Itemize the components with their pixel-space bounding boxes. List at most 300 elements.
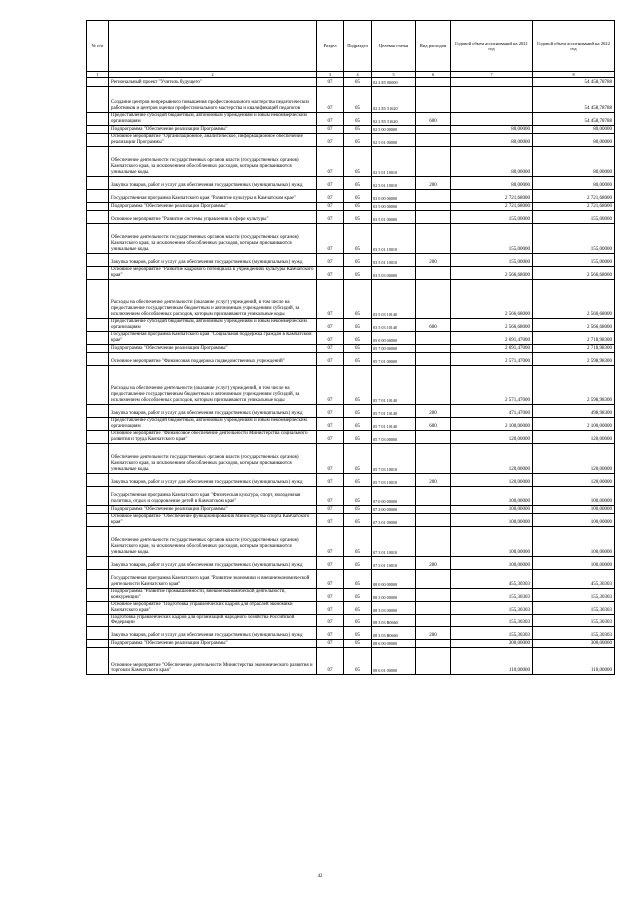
row-podrazdel: 05 bbox=[344, 627, 372, 640]
row-amount-2022: 2 718,98300 bbox=[533, 344, 615, 352]
row-name: Подпрограмма "Развитие промышленности, внешнеэкономической деятельности, конкуренции" bbox=[109, 588, 317, 601]
table-row bbox=[87, 266, 615, 279]
row-podrazdel: 05 bbox=[344, 279, 372, 318]
table-row bbox=[87, 253, 615, 266]
row-amount-2021: 2 721,68000 bbox=[451, 202, 533, 210]
row-target-code: 07 3 01 10010 bbox=[372, 526, 416, 556]
row-target-code: 02 5 01 10010 bbox=[372, 176, 416, 189]
row-podrazdel: 05 bbox=[344, 404, 372, 417]
row-podrazdel: 05 bbox=[344, 318, 372, 331]
row-vid bbox=[416, 223, 451, 253]
row-name: Обеспечение деятельности государственных органов власти (государственных органов) Камчатского края, за исключением обособленных расходов, которым присваиваются уникальные коды. bbox=[109, 223, 317, 253]
table-row bbox=[87, 318, 615, 331]
row-vid bbox=[416, 125, 451, 133]
row-target-code: 05 0 00 00000 bbox=[372, 331, 416, 344]
row-target-code: 03 0 00 00000 bbox=[372, 189, 416, 202]
table-body bbox=[87, 78, 615, 675]
table-row bbox=[87, 526, 615, 556]
row-razdel: 07 bbox=[317, 352, 344, 365]
row-amount-2021: 80,00000 bbox=[451, 125, 533, 133]
row-amount-2022: 120,00000 bbox=[533, 473, 615, 486]
row-vid bbox=[416, 640, 451, 648]
row-amount-2022: 155,30303 bbox=[533, 601, 615, 614]
table-row bbox=[87, 352, 615, 365]
row-target-code: 07 3 01 10010 bbox=[372, 556, 416, 569]
row-num bbox=[87, 486, 109, 505]
row-amount-2022: 80,00000 bbox=[533, 133, 615, 146]
row-amount-2021: 471,47000 bbox=[451, 404, 533, 417]
row-amount-2022: 300,00000 bbox=[533, 640, 615, 648]
row-podrazdel: 05 bbox=[344, 588, 372, 601]
colnum: 1 bbox=[87, 72, 109, 78]
row-podrazdel: 05 bbox=[344, 556, 372, 569]
colnum: 5 bbox=[372, 72, 416, 78]
row-num bbox=[87, 133, 109, 146]
row-target-code: 02 2 E5 51620 bbox=[372, 87, 416, 113]
row-vid bbox=[416, 189, 451, 202]
row-amount-2021: 80,00000 bbox=[451, 176, 533, 189]
row-podrazdel: 05 bbox=[344, 513, 372, 526]
row-razdel: 07 bbox=[317, 176, 344, 189]
colnum: 6 bbox=[416, 72, 451, 78]
row-podrazdel: 05 bbox=[344, 526, 372, 556]
row-vid bbox=[416, 513, 451, 526]
header-vid: Вид расходов bbox=[416, 21, 451, 72]
row-name: Предоставление субсидий бюджетным, автономным учреждениям и иным некоммерческим организациям bbox=[109, 113, 317, 126]
row-razdel: 07 bbox=[317, 601, 344, 614]
row-amount-2021: 155,30303 bbox=[451, 601, 533, 614]
row-target-code: 05 7 03 10010 bbox=[372, 473, 416, 486]
row-name: Закупка товаров, работ и услуг для обеспечения государственных (муниципальных) нужд bbox=[109, 176, 317, 189]
row-name: Расходы на обеспечение деятельности (оказание услуг) учреждений, в том числе на предоставление государственным бюджетным и автономным учреждениям субсидий, за исключением обособленных расходов, которым присваиваются уникальные коды bbox=[109, 365, 317, 404]
row-amount-2022: 2 566,68000 bbox=[533, 266, 615, 279]
colnum: 7 bbox=[451, 72, 533, 78]
row-num bbox=[87, 526, 109, 556]
row-amount-2022: 100,00000 bbox=[533, 486, 615, 505]
row-podrazdel: 05 bbox=[344, 352, 372, 365]
row-amount-2022: 2 721,68000 bbox=[533, 189, 615, 202]
row-amount-2021: 2 571,47000 bbox=[451, 352, 533, 365]
row-target-code: 08 0 00 00000 bbox=[372, 569, 416, 588]
row-vid bbox=[416, 365, 451, 404]
row-amount-2021: 2 571,47000 bbox=[451, 365, 533, 404]
row-podrazdel: 05 bbox=[344, 133, 372, 146]
row-target-code: 02 2 E5 51620 bbox=[372, 113, 416, 126]
table-row bbox=[87, 78, 615, 87]
row-num bbox=[87, 210, 109, 223]
row-razdel: 07 bbox=[317, 569, 344, 588]
row-vid bbox=[416, 526, 451, 556]
row-razdel: 07 bbox=[317, 588, 344, 601]
row-num bbox=[87, 318, 109, 331]
header-num: № п/п bbox=[87, 21, 109, 72]
row-vid bbox=[416, 569, 451, 588]
row-podrazdel: 05 bbox=[344, 344, 372, 352]
table-row bbox=[87, 601, 615, 614]
row-num bbox=[87, 588, 109, 601]
row-num bbox=[87, 344, 109, 352]
row-podrazdel: 05 bbox=[344, 176, 372, 189]
row-name: Обеспечение деятельности государственных органов власти (государственных органов) Камчатского края, за исключением обособленных расходов, которым присваиваются уникальные коды. bbox=[109, 443, 317, 473]
row-vid bbox=[416, 146, 451, 176]
row-name: Подпрограмма "Обеспечение реализации Программы" bbox=[109, 505, 317, 513]
row-name: Основное мероприятие "Финансовое обеспечение деятельности Министерства социального развития и труда Камчатского края" bbox=[109, 430, 317, 443]
row-vid bbox=[416, 352, 451, 365]
row-amount-2022: 2 566,68000 bbox=[533, 318, 615, 331]
row-amount-2021: 155,30303 bbox=[451, 627, 533, 640]
row-razdel: 07 bbox=[317, 266, 344, 279]
row-amount-2021: 100,00000 bbox=[451, 486, 533, 505]
row-amount-2022: 80,00000 bbox=[533, 146, 615, 176]
row-vid: 200 bbox=[416, 556, 451, 569]
page-number: 42 bbox=[317, 874, 323, 879]
row-amount-2022: 155,30303 bbox=[533, 588, 615, 601]
row-num bbox=[87, 202, 109, 210]
row-name: Государственная программа Камчатского края "Развитие экономики и внешнеэкономической деятельности Камчатского края" bbox=[109, 569, 317, 588]
header-name bbox=[109, 21, 317, 72]
row-target-code: 08 3 03 R0660 bbox=[372, 614, 416, 627]
row-num bbox=[87, 331, 109, 344]
row-amount-2021 bbox=[451, 113, 533, 126]
row-podrazdel: 05 bbox=[344, 473, 372, 486]
row-vid bbox=[416, 430, 451, 443]
row-razdel: 07 bbox=[317, 417, 344, 430]
table-row bbox=[87, 443, 615, 473]
row-amount-2021: 100,00000 bbox=[451, 513, 533, 526]
row-name: Подпрограмма "Обеспечение реализации Программы" bbox=[109, 202, 317, 210]
table-row bbox=[87, 404, 615, 417]
row-amount-2022: 155,30303 bbox=[533, 627, 615, 640]
table-row bbox=[87, 279, 615, 318]
row-amount-2022: 54 458,78788 bbox=[533, 113, 615, 126]
table-row bbox=[87, 87, 615, 113]
row-num bbox=[87, 569, 109, 588]
row-podrazdel: 05 bbox=[344, 614, 372, 627]
row-num bbox=[87, 556, 109, 569]
row-amount-2021: 100,00000 bbox=[451, 505, 533, 513]
row-amount-2021: 155,30303 bbox=[451, 588, 533, 601]
row-target-code: 05 7 00 00000 bbox=[372, 344, 416, 352]
row-amount-2022: 80,00000 bbox=[533, 176, 615, 189]
row-vid bbox=[416, 486, 451, 505]
table-row bbox=[87, 588, 615, 601]
row-vid bbox=[416, 648, 451, 675]
row-podrazdel: 05 bbox=[344, 78, 372, 87]
row-num bbox=[87, 352, 109, 365]
row-num bbox=[87, 473, 109, 486]
row-razdel: 07 bbox=[317, 113, 344, 126]
row-target-code: 03 5 01 10010 bbox=[372, 253, 416, 266]
row-name: Основное мероприятие "Развитие кадрового потенциала в учреждениях культуры Камчатского края" bbox=[109, 266, 317, 279]
row-num bbox=[87, 223, 109, 253]
row-amount-2021 bbox=[451, 87, 533, 113]
row-podrazdel: 05 bbox=[344, 365, 372, 404]
row-amount-2021: 2 691,47000 bbox=[451, 331, 533, 344]
row-num bbox=[87, 113, 109, 126]
row-podrazdel: 05 bbox=[344, 253, 372, 266]
colnum: 8 bbox=[533, 72, 615, 78]
budget-table-sheet bbox=[86, 20, 614, 675]
row-target-code: 07 3 01 00000 bbox=[372, 513, 416, 526]
row-amount-2021: 2 100,00000 bbox=[451, 417, 533, 430]
row-target-code: 03 5 00 00000 bbox=[372, 202, 416, 210]
row-target-code: 08 3 00 00000 bbox=[372, 588, 416, 601]
row-podrazdel: 05 bbox=[344, 640, 372, 648]
row-num bbox=[87, 87, 109, 113]
row-razdel: 07 bbox=[317, 279, 344, 318]
row-num bbox=[87, 253, 109, 266]
row-podrazdel: 05 bbox=[344, 223, 372, 253]
row-amount-2022: 2 100,00000 bbox=[533, 417, 615, 430]
row-name: Основное мероприятие "Подготовка управленческих кадров для отраслей экономики Камчатского края" bbox=[109, 601, 317, 614]
table-row bbox=[87, 640, 615, 648]
row-num bbox=[87, 627, 109, 640]
row-name: Основное мероприятие "Финансовая поддержка подведомственных учреждений" bbox=[109, 352, 317, 365]
row-razdel: 07 bbox=[317, 513, 344, 526]
row-target-code: 03 5 03 10140 bbox=[372, 279, 416, 318]
row-name: Основное мероприятие "Обеспечение функционирования Министерства спорта Камчатского края" bbox=[109, 513, 317, 526]
row-podrazdel: 05 bbox=[344, 486, 372, 505]
row-num bbox=[87, 279, 109, 318]
row-num bbox=[87, 189, 109, 202]
row-razdel: 07 bbox=[317, 210, 344, 223]
row-amount-2022: 54 458,78788 bbox=[533, 87, 615, 113]
row-amount-2021: 2 691,47000 bbox=[451, 344, 533, 352]
row-name: Государственная программа Камчатского края "Социальная поддержка граждан в Камчатском крае" bbox=[109, 331, 317, 344]
row-num bbox=[87, 365, 109, 404]
table-row bbox=[87, 569, 615, 588]
table-row bbox=[87, 210, 615, 223]
table-row bbox=[87, 614, 615, 627]
row-num bbox=[87, 78, 109, 87]
row-amount-2021: 2 566,68000 bbox=[451, 266, 533, 279]
row-target-code: 07 0 00 00000 bbox=[372, 486, 416, 505]
row-amount-2021: 80,00000 bbox=[451, 133, 533, 146]
row-num bbox=[87, 404, 109, 417]
row-target-code: 03 5 03 00000 bbox=[372, 266, 416, 279]
row-amount-2021 bbox=[451, 78, 533, 87]
row-vid bbox=[416, 210, 451, 223]
header-2022: Годовой объем ассигнований на 2022 год bbox=[533, 21, 615, 72]
row-target-code: 05 7 03 00000 bbox=[372, 430, 416, 443]
row-amount-2021: 155,00000 bbox=[451, 223, 533, 253]
row-vid bbox=[416, 601, 451, 614]
row-amount-2021: 455,30303 bbox=[451, 569, 533, 588]
row-target-code: 08 6 01 00000 bbox=[372, 648, 416, 675]
row-razdel: 07 bbox=[317, 125, 344, 133]
row-target-code: 05 7 01 00000 bbox=[372, 352, 416, 365]
row-name: Обеспечение деятельности государственных органов власти (государственных органов) Камчатского края, за исключением обособленных расходов, которым присваиваются уникальные коды. bbox=[109, 526, 317, 556]
header-target: Целевая статья bbox=[372, 21, 416, 72]
row-razdel: 07 bbox=[317, 640, 344, 648]
row-vid: 200 bbox=[416, 176, 451, 189]
row-razdel: 07 bbox=[317, 430, 344, 443]
row-vid: 600 bbox=[416, 113, 451, 126]
row-podrazdel: 05 bbox=[344, 505, 372, 513]
row-amount-2022: 155,00000 bbox=[533, 210, 615, 223]
row-name: Расходы на обеспечение деятельности (оказание услуг) учреждений, в том числе на предоставление государственным бюджетным и автономным учреждениям субсидий, за исключением обособленных расходов, которым присваиваются уникальные коды bbox=[109, 279, 317, 318]
row-vid: 600 bbox=[416, 417, 451, 430]
row-name: Подпрограмма "Обеспечение реализации Программы" bbox=[109, 344, 317, 352]
row-razdel: 07 bbox=[317, 365, 344, 404]
row-razdel: 07 bbox=[317, 78, 344, 87]
row-vid: 200 bbox=[416, 404, 451, 417]
row-amount-2021: 120,00000 bbox=[451, 473, 533, 486]
row-vid bbox=[416, 344, 451, 352]
row-podrazdel: 05 bbox=[344, 189, 372, 202]
row-amount-2022: 2 598,98300 bbox=[533, 365, 615, 404]
colnum: 3 bbox=[317, 72, 344, 78]
row-vid bbox=[416, 87, 451, 113]
row-target-code: 03 5 01 00000 bbox=[372, 210, 416, 223]
row-amount-2022: 155,00000 bbox=[533, 253, 615, 266]
row-target-code: 02 2 E5 00000 bbox=[372, 78, 416, 87]
row-podrazdel: 05 bbox=[344, 417, 372, 430]
row-num bbox=[87, 505, 109, 513]
row-vid bbox=[416, 202, 451, 210]
row-amount-2022: 2 566,68000 bbox=[533, 279, 615, 318]
row-vid: 200 bbox=[416, 253, 451, 266]
row-podrazdel: 05 bbox=[344, 202, 372, 210]
row-amount-2021: 2 566,68000 bbox=[451, 279, 533, 318]
row-vid bbox=[416, 614, 451, 627]
row-target-code: 08 3 03 R0660 bbox=[372, 627, 416, 640]
row-vid bbox=[416, 331, 451, 344]
row-name: Создание центров непрерывного повышения профессионального мастерства педагогических работников и центров оценки профессионального мастерства и квалификаций педагогов bbox=[109, 87, 317, 113]
row-razdel: 07 bbox=[317, 627, 344, 640]
row-vid: 600 bbox=[416, 318, 451, 331]
table-row bbox=[87, 627, 615, 640]
row-razdel: 07 bbox=[317, 556, 344, 569]
row-amount-2021: 100,00000 bbox=[451, 526, 533, 556]
row-vid bbox=[416, 266, 451, 279]
table-row bbox=[87, 113, 615, 126]
row-target-code: 03 5 03 10140 bbox=[372, 318, 416, 331]
row-name: Государственная программа Камчатского края "Развитие культуры в Камчатском крае" bbox=[109, 189, 317, 202]
row-num bbox=[87, 648, 109, 675]
row-podrazdel: 05 bbox=[344, 113, 372, 126]
row-amount-2022: 54 458,78788 bbox=[533, 78, 615, 87]
row-name: Закупка товаров, работ и услуг для обеспечения государственных (муниципальных) нужд bbox=[109, 253, 317, 266]
row-amount-2021: 110,00000 bbox=[451, 648, 533, 675]
row-vid bbox=[416, 133, 451, 146]
row-podrazdel: 05 bbox=[344, 443, 372, 473]
row-name: Основное мероприятие "Организационное, аналитическое, информационное обеспечение реализации Программы" bbox=[109, 133, 317, 146]
header-2021: Годовой объем ассигнований на 2021 год bbox=[451, 21, 533, 72]
table-row bbox=[87, 648, 615, 675]
row-amount-2022: 2 718,98300 bbox=[533, 331, 615, 344]
row-num bbox=[87, 601, 109, 614]
row-amount-2022: 155,30303 bbox=[533, 614, 615, 627]
row-num bbox=[87, 640, 109, 648]
row-podrazdel: 05 bbox=[344, 569, 372, 588]
table-header-row bbox=[87, 21, 615, 72]
header-podrazdel: Подраздел bbox=[344, 21, 372, 72]
row-amount-2022: 80,00000 bbox=[533, 125, 615, 133]
row-razdel: 07 bbox=[317, 87, 344, 113]
row-razdel: 07 bbox=[317, 443, 344, 473]
row-num bbox=[87, 146, 109, 176]
row-razdel: 07 bbox=[317, 189, 344, 202]
row-num bbox=[87, 513, 109, 526]
row-razdel: 07 bbox=[317, 648, 344, 675]
row-name: Основное мероприятие "Обеспечение деятельности Министерства экономического развития и торговли Камчатского края" bbox=[109, 648, 317, 675]
table-row bbox=[87, 486, 615, 505]
row-vid bbox=[416, 279, 451, 318]
row-razdel: 07 bbox=[317, 133, 344, 146]
row-amount-2022: 100,00000 bbox=[533, 526, 615, 556]
table-row bbox=[87, 417, 615, 430]
row-razdel: 07 bbox=[317, 473, 344, 486]
row-target-code: 05 7 03 10010 bbox=[372, 443, 416, 473]
table-row bbox=[87, 513, 615, 526]
table-row bbox=[87, 202, 615, 210]
row-amount-2021: 155,30303 bbox=[451, 614, 533, 627]
row-podrazdel: 05 bbox=[344, 648, 372, 675]
row-name: Закупка товаров, работ и услуг для обеспечения государственных (муниципальных) нужд bbox=[109, 556, 317, 569]
row-amount-2022: 455,30303 bbox=[533, 569, 615, 588]
row-amount-2022: 2 598,98300 bbox=[533, 352, 615, 365]
row-amount-2022: 110,00000 bbox=[533, 648, 615, 675]
row-vid: 200 bbox=[416, 473, 451, 486]
row-name: Региональный проект "Учитель будущего" bbox=[109, 78, 317, 87]
row-razdel: 07 bbox=[317, 526, 344, 556]
row-num bbox=[87, 614, 109, 627]
row-razdel: 07 bbox=[317, 505, 344, 513]
row-name: Подпрограмма "Обеспечение реализации Программы" bbox=[109, 125, 317, 133]
row-amount-2021: 300,00000 bbox=[451, 640, 533, 648]
row-num bbox=[87, 417, 109, 430]
row-vid: 200 bbox=[416, 627, 451, 640]
row-podrazdel: 05 bbox=[344, 331, 372, 344]
row-num bbox=[87, 430, 109, 443]
row-vid bbox=[416, 588, 451, 601]
row-podrazdel: 05 bbox=[344, 601, 372, 614]
row-target-code: 05 7 01 10140 bbox=[372, 365, 416, 404]
row-amount-2021: 120,00000 bbox=[451, 430, 533, 443]
row-podrazdel: 05 bbox=[344, 430, 372, 443]
row-vid bbox=[416, 505, 451, 513]
row-target-code: 02 5 01 10010 bbox=[372, 146, 416, 176]
row-amount-2022: 100,00000 bbox=[533, 513, 615, 526]
row-podrazdel: 05 bbox=[344, 87, 372, 113]
row-name: Основное мероприятие "Развитие системы управления в сфере культуры" bbox=[109, 210, 317, 223]
row-num bbox=[87, 125, 109, 133]
row-amount-2021: 155,00000 bbox=[451, 253, 533, 266]
row-amount-2021: 2 566,68000 bbox=[451, 318, 533, 331]
row-amount-2022: 100,00000 bbox=[533, 556, 615, 569]
colnum: 4 bbox=[344, 72, 372, 78]
row-podrazdel: 05 bbox=[344, 125, 372, 133]
row-target-code: 05 7 01 10140 bbox=[372, 417, 416, 430]
row-target-code: 03 5 01 10010 bbox=[372, 223, 416, 253]
row-amount-2021: 120,00000 bbox=[451, 443, 533, 473]
row-name: Закупка товаров, работ и услуг для обеспечения государственных (муниципальных) нужд bbox=[109, 627, 317, 640]
table-row bbox=[87, 505, 615, 513]
table-row bbox=[87, 176, 615, 189]
row-num bbox=[87, 266, 109, 279]
row-name: Подпрограмма "Обеспечение реализации Программы" bbox=[109, 640, 317, 648]
row-target-code: 02 5 01 00000 bbox=[372, 133, 416, 146]
row-razdel: 07 bbox=[317, 223, 344, 253]
row-podrazdel: 05 bbox=[344, 266, 372, 279]
table-row bbox=[87, 223, 615, 253]
row-name: Предоставление субсидий бюджетным, автономным учреждениям и иным некоммерческим организациям bbox=[109, 417, 317, 430]
row-vid bbox=[416, 443, 451, 473]
row-vid bbox=[416, 78, 451, 87]
table-row bbox=[87, 189, 615, 202]
row-podrazdel: 05 bbox=[344, 146, 372, 176]
